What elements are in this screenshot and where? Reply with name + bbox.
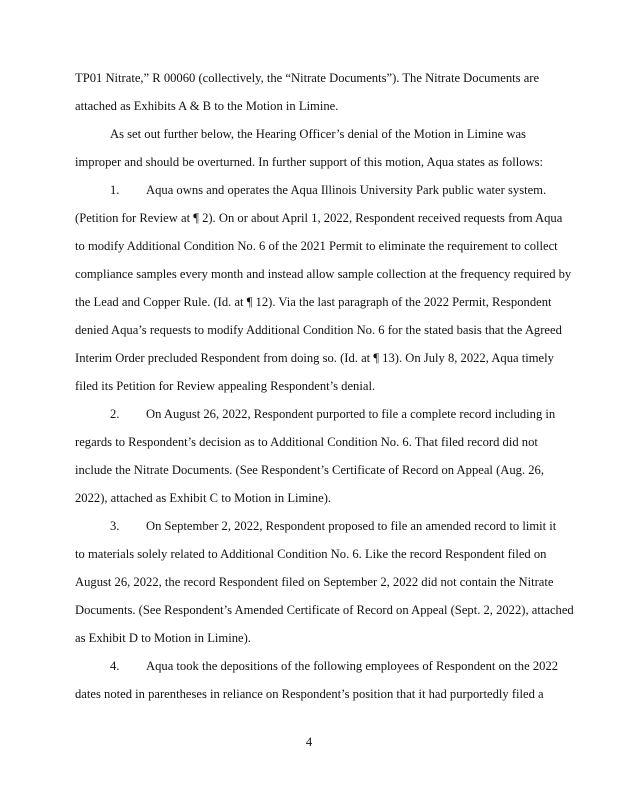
text-line: the Lead and Copper Rule. (Id. at ¶ 12). Via the last paragraph of the 2022 Permit, Respondent	[75, 295, 552, 309]
text-line: Documents. (See Respondent’s Amended Certificate of Record on Appeal (Sept. 2, 2022), attached	[75, 603, 574, 617]
paragraph-number: 2.	[110, 407, 120, 421]
text-line: as Exhibit D to Motion in Limine).	[75, 631, 251, 645]
text-line: to materials solely related to Additional Condition No. 6. Like the record Respondent filed on	[75, 547, 547, 561]
text-line: 2022), attached as Exhibit C to Motion in Limine).	[75, 491, 332, 505]
text-line: Aqua owns and operates the Aqua Illinois University Park public water system.	[146, 183, 547, 197]
text-line: to modify Additional Condition No. 6 of the 2021 Permit to eliminate the requirement to collect	[75, 239, 558, 253]
text-line: compliance samples every month and instead allow sample collection at the frequency required by	[75, 267, 572, 281]
text-line: Aqua took the depositions of the following employees of Respondent on the 2022	[146, 659, 559, 673]
text-line: (Petition for Review at ¶ 2). On or about April 1, 2022, Respondent received requests from Aqua	[75, 211, 563, 225]
paragraph-number: 1.	[110, 183, 120, 197]
text-line: TP01 Nitrate,” R 00060 (collectively, the “Nitrate Documents”). The Nitrate Documents are	[75, 71, 540, 85]
page-number: 4	[305, 735, 313, 749]
text-line: On September 2, 2022, Respondent proposed to file an amended record to limit it	[146, 519, 557, 533]
text-line: include the Nitrate Documents. (See Respondent’s Certificate of Record on Appeal (Aug. 26,	[75, 463, 544, 477]
paragraph-number: 3.	[110, 519, 120, 533]
text-line: regards to Respondent’s decision as to Additional Condition No. 6. That filed record did not	[75, 435, 538, 449]
text-line: On August 26, 2022, Respondent purported to file a complete record including in	[146, 407, 556, 421]
text-line: Interim Order precluded Respondent from doing so. (Id. at ¶ 13). On July 8, 2022, Aqua timely	[75, 351, 554, 365]
paragraph-number: 4.	[110, 659, 120, 673]
text-line: As set out further below, the Hearing Officer’s denial of the Motion in Limine was	[110, 127, 526, 141]
text-line: attached as Exhibits A & B to the Motion in Limine.	[75, 99, 339, 113]
text-line: denied Aqua’s requests to modify Additional Condition No. 6 for the stated basis that the Agreed	[75, 323, 562, 337]
text-line: dates noted in parentheses in reliance on Respondent’s position that it had purportedly filed a	[75, 687, 544, 701]
text-line: improper and should be overturned. In further support of this motion, Aqua states as follows:	[75, 155, 543, 169]
text-line: filed its Petition for Review appealing Respondent’s denial.	[75, 379, 376, 393]
text-line: August 26, 2022, the record Respondent filed on September 2, 2022 did not contain the Nitrate	[75, 575, 554, 589]
